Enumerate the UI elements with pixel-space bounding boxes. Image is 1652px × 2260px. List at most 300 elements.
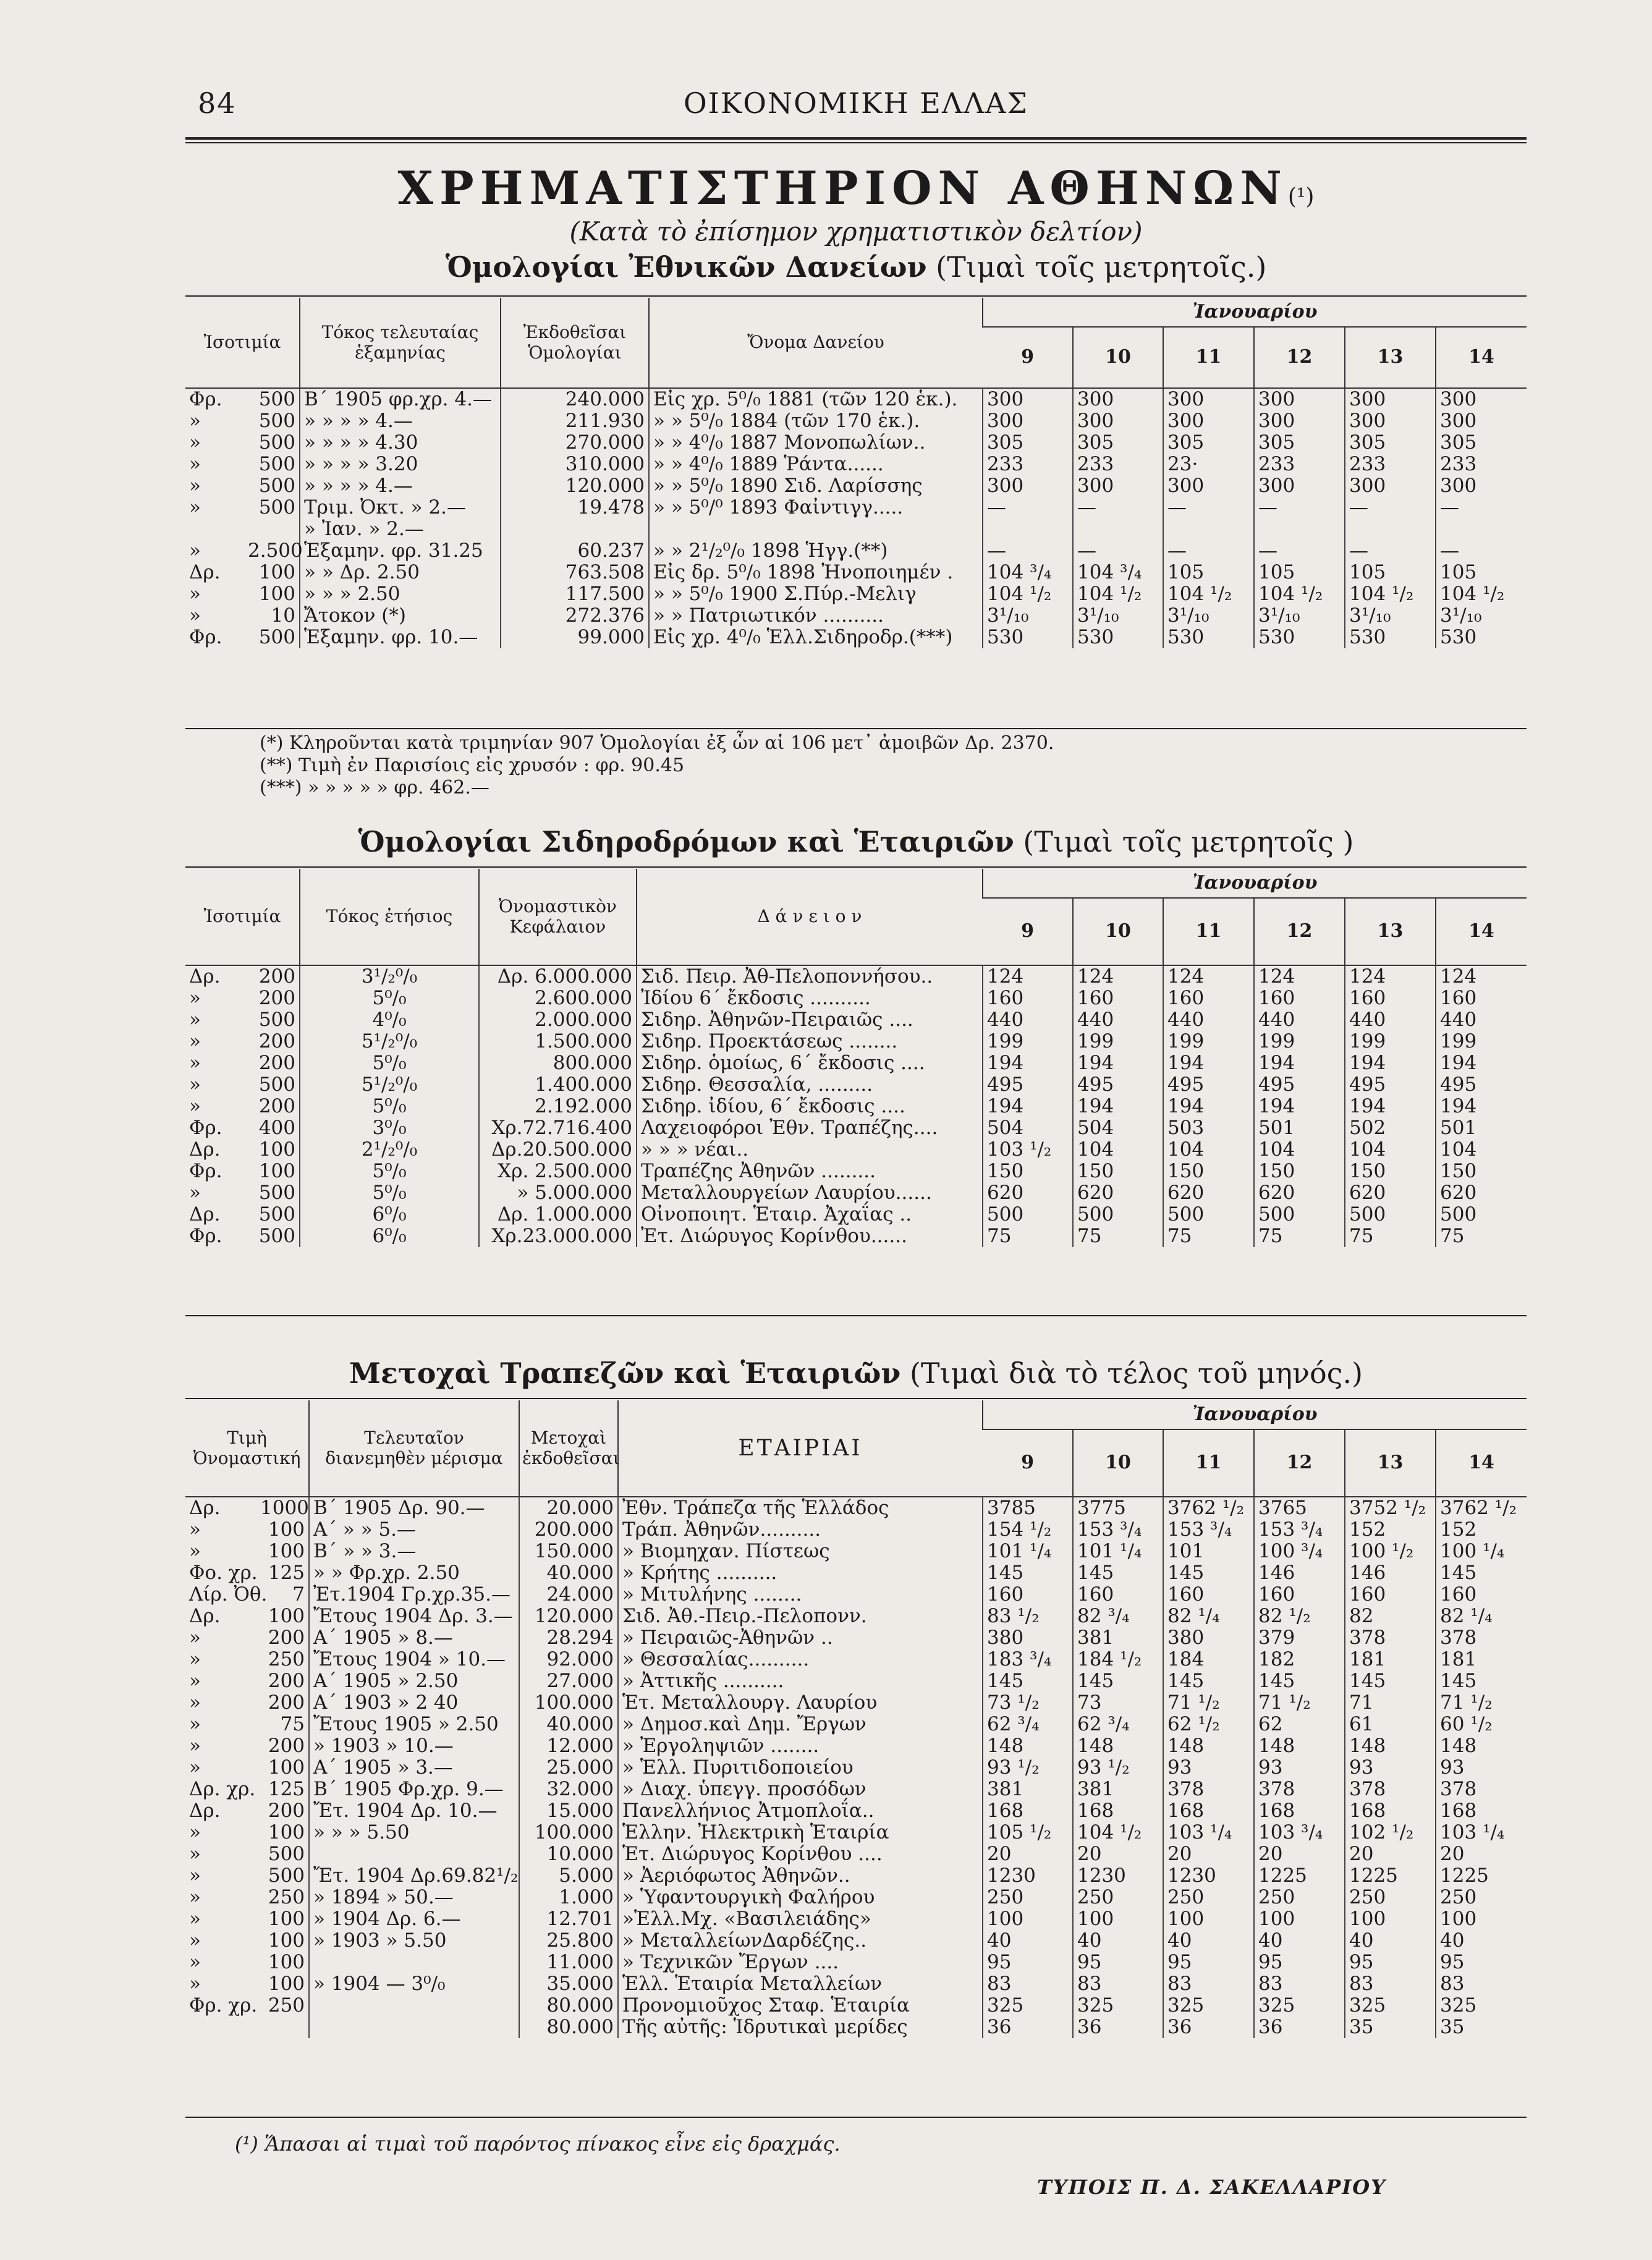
currency-cell (185, 518, 244, 540)
capital-cell: Δρ. 1.000.000 (479, 1204, 637, 1225)
price-cell: 20 (1254, 1843, 1345, 1865)
table-row (185, 1800, 1527, 1822)
price-cell (1254, 518, 1345, 540)
price-cell: 93 (1254, 1757, 1345, 1779)
interest-rate-cell: 3¹/₂⁰/₀ (300, 965, 479, 988)
issued-cell: 310.000 (501, 454, 649, 475)
par-value-cell: 500 (258, 1203, 295, 1225)
table-row (185, 1139, 1527, 1161)
price-cell: 104 ¹/₂ (1073, 583, 1163, 605)
price-cell: — (1436, 540, 1527, 562)
t2-day: 9 (1021, 920, 1034, 942)
par-value-cell: 500 (258, 431, 295, 454)
currency-cell: » (189, 583, 201, 605)
price-cell: 325 (1254, 1995, 1345, 2017)
price-cell: 530 (1073, 627, 1163, 648)
company-name-cell: Πανελλήνιος Ἀτμοπλοΐα.. (618, 1800, 983, 1822)
section2-top-rule (185, 866, 1527, 868)
table-row (185, 518, 1527, 540)
par-value-cell: 200 (258, 987, 295, 1009)
price-cell: 300 (1073, 388, 1163, 410)
price-cell: 300 (1163, 388, 1254, 410)
dividend-cell: Ἐτ.1904 Γρ.χρ.35.— (309, 1584, 519, 1606)
capital-cell: Χρ. 2.500.000 (479, 1161, 637, 1182)
currency-cell: Φο. χρ. (189, 1562, 258, 1584)
price-cell: 124 (983, 965, 1073, 988)
dividend-cell: Ἔτ. 1904 Δρ. 10.— (309, 1800, 519, 1822)
price-cell: 1230 (983, 1865, 1073, 1887)
t2-header-loan: Δ ά ν ε ι ο ν (637, 869, 983, 965)
price-cell: 148 (1254, 1735, 1345, 1757)
section2-heading-bold: Ὁμολογίαι Σιδηροδρόμων καὶ Ἑταιριῶν (358, 825, 1014, 858)
price-cell: 500 (1073, 1204, 1163, 1225)
par-value-cell: 500 (258, 1225, 295, 1247)
price-cell: 325 (1163, 1995, 1254, 2017)
price-cell: 503 (1163, 1117, 1254, 1139)
price-cell: 182 (1254, 1649, 1345, 1670)
currency-cell: » (189, 1030, 201, 1052)
price-cell: 530 (1345, 627, 1436, 648)
loan-name-cell: » » » νέαι.. (637, 1139, 983, 1161)
price-cell: 194 (1073, 1052, 1163, 1074)
price-cell: 305 (1345, 432, 1436, 454)
price-cell: 184 (1163, 1649, 1254, 1670)
loan-name-cell: Ἐτ. Διώρυγος Κορίνθου...... (637, 1225, 983, 1247)
price-cell: 183 ³/₄ (983, 1649, 1073, 1670)
currency-cell: » (189, 604, 201, 627)
currency-cell: » (189, 1052, 201, 1074)
price-cell: 150 (1073, 1161, 1163, 1182)
price-cell: 325 (1345, 1995, 1436, 2017)
par-value-cell: 100 (258, 1138, 295, 1161)
price-cell: 495 (1073, 1074, 1163, 1096)
capital-cell: 1.500.000 (479, 1031, 637, 1052)
price-cell: — (1163, 497, 1254, 518)
currency-cell: Φρ. (189, 1160, 222, 1182)
dividend-cell: Ἔτους 1905 » 2.50 (309, 1714, 519, 1735)
t1-header-month: Ἰανουαρίου (983, 298, 1527, 327)
currency-cell: » (189, 1973, 201, 1995)
company-name-cell: » Ἀεριόφωτος Ἀθηνῶν.. (618, 1865, 983, 1887)
shares-cell: 100.000 (519, 1692, 618, 1714)
shares-cell: 80.000 (519, 1995, 618, 2017)
price-cell: 500 (1254, 1204, 1345, 1225)
company-name-cell: » Θεσσαλίας.......... (618, 1649, 983, 1670)
price-cell: 3752 ¹/₂ (1345, 1497, 1436, 1519)
loan-name-cell: Εἰς χρ. 4⁰/₀ Ἑλλ.Σιδηροδρ.(***) (649, 627, 983, 648)
printer-imprint: ΤΥΠΟΙΣ Π. Δ. ΣΑΚΕΛΛΑΡΙΟΥ (1036, 2175, 1386, 2199)
price-cell: 104 ¹/₂ (1345, 583, 1436, 605)
table-row (185, 1952, 1527, 1973)
price-cell: 62 ³/₄ (1073, 1714, 1163, 1735)
price-cell: 495 (1436, 1074, 1527, 1096)
loan-name-cell: » » 5⁰/₀ 1884 (τῶν 170 ἑκ.). (649, 410, 983, 432)
company-name-cell: » Βιομηχαν. Πίστεως (618, 1541, 983, 1562)
price-cell: 160 (1073, 988, 1163, 1009)
price-cell: 233 (1254, 454, 1345, 475)
currency-cell: Φρ. (189, 1225, 222, 1247)
capital-cell: 2.000.000 (479, 1009, 637, 1031)
price-cell: 194 (1163, 1096, 1254, 1117)
company-name-cell: » Δημοσ.καὶ Δημ. Ἔργων (618, 1714, 983, 1735)
price-cell: 83 (1073, 1973, 1163, 1995)
header-rule (185, 137, 1527, 143)
price-cell: 124 (1436, 965, 1527, 988)
price-cell: 3¹/₁₀ (1436, 605, 1527, 627)
price-cell: 145 (1163, 1562, 1254, 1584)
price-cell: 504 (1073, 1117, 1163, 1139)
price-cell: 148 (1073, 1735, 1163, 1757)
par-value-cell: 1000 (260, 1497, 309, 1519)
currency-cell: » (189, 987, 201, 1009)
page-title-text: ΧΡΗΜΑΤΙΣΤΗΡΙΟΝ ΑΘΗΝΩΝ (397, 162, 1288, 215)
table-row (185, 1497, 1527, 1519)
par-value-cell: 500 (258, 626, 295, 648)
currency-cell (185, 2017, 256, 2038)
price-cell: 530 (983, 627, 1073, 648)
price-cell: 3785 (983, 1497, 1073, 1519)
company-name-cell: » Διαχ. ὑπεγγ. προσόδων (618, 1779, 983, 1800)
price-cell: 194 (983, 1052, 1073, 1074)
table-row (185, 1117, 1527, 1139)
price-cell: 148 (1163, 1735, 1254, 1757)
price-cell: 60 ¹/₂ (1436, 1714, 1527, 1735)
price-cell: 250 (1163, 1887, 1254, 1908)
price-cell (1345, 518, 1436, 540)
currency-cell: » (189, 1951, 201, 1973)
par-value-cell: 100 (268, 1605, 305, 1627)
currency-cell: » (189, 1540, 201, 1562)
table-row (185, 1541, 1527, 1562)
price-cell: 440 (1345, 1009, 1436, 1031)
note-line: (***) » » » » » φρ. 462.— (260, 777, 489, 798)
currency-cell: Δρ. (189, 1800, 221, 1822)
table-row (185, 1031, 1527, 1052)
price-cell: 3765 (1254, 1497, 1345, 1519)
dividend-cell: » 1904 Δρ. 6.— (309, 1908, 519, 1930)
par-value-cell: 500 (268, 1864, 305, 1887)
price-cell: 124 (1345, 965, 1436, 988)
price-cell: 160 (1254, 988, 1345, 1009)
currency-cell: Δρ. (189, 1605, 221, 1627)
price-cell: 3¹/₁₀ (983, 605, 1073, 627)
loan-name-cell: » » 5⁰/⁰ 1893 Φαἰντιγγ..... (649, 497, 983, 518)
interest-rate-cell: 5⁰/₀ (300, 1161, 479, 1182)
price-cell: 168 (983, 1800, 1073, 1822)
issued-cell: 99.000 (501, 627, 649, 648)
price-cell: 145 (1163, 1670, 1254, 1692)
shares-cell: 120.000 (519, 1606, 618, 1627)
price-cell: 100 (1345, 1908, 1436, 1930)
table-row (185, 1670, 1527, 1692)
price-cell: 20 (1073, 1843, 1163, 1865)
t1-header-loan: Ὄνομα Δανείου (649, 298, 983, 388)
loan-name-cell: Σιδηρ. Ἀθηνῶν-Πειραιῶς .... (637, 1009, 983, 1031)
t3-header-shares: Μετοχαὶ ἐκδοθεῖσαι (519, 1400, 618, 1497)
price-cell: 199 (983, 1031, 1073, 1052)
table-row (185, 1225, 1527, 1247)
price-cell: 145 (1345, 1670, 1436, 1692)
t1-day: 9 (1021, 346, 1034, 368)
table-row (185, 1843, 1527, 1865)
price-cell: 93 (1436, 1757, 1527, 1779)
price-cell: 62 (1254, 1714, 1345, 1735)
currency-cell: » (189, 1843, 201, 1865)
table-row (185, 1074, 1527, 1096)
price-cell: 105 (1345, 562, 1436, 583)
table-row (185, 1735, 1527, 1757)
price-cell: 95 (983, 1952, 1073, 1973)
price-cell: 181 (1436, 1649, 1527, 1670)
price-cell: 100 ¹/₂ (1345, 1541, 1436, 1562)
price-cell: 93 ¹/₂ (1073, 1757, 1163, 1779)
issued-cell: 120.000 (501, 475, 649, 497)
table-row (185, 1096, 1527, 1117)
dividend-cell: Β΄ 1905 Φρ.χρ. 9.— (309, 1779, 519, 1800)
price-cell: 124 (1163, 965, 1254, 988)
price-cell: 75 (1254, 1225, 1345, 1247)
shares-cell: 11.000 (519, 1952, 618, 1973)
price-cell: 104 ¹/₂ (1254, 583, 1345, 605)
coupon-cell: » » » 2.50 (300, 583, 501, 605)
price-cell: — (1345, 497, 1436, 518)
company-name-cell: Τράπ. Ἀθηνῶν.......... (618, 1519, 983, 1541)
coupon-cell: » » » » 4.— (300, 410, 501, 432)
par-value-cell: 100 (268, 1821, 305, 1843)
price-cell: 502 (1345, 1117, 1436, 1139)
price-cell: 104 (1254, 1139, 1345, 1161)
par-value-cell: 200 (268, 1800, 305, 1822)
par-value-cell: 500 (258, 475, 295, 497)
price-cell: 300 (1254, 475, 1345, 497)
t1-day: 14 (1436, 327, 1527, 388)
section1-heading-note: (Τιμαὶ τοῖς μετρητοῖς.) (936, 250, 1267, 284)
price-cell: 160 (1436, 1584, 1527, 1606)
price-cell: 105 (1254, 562, 1345, 583)
price-cell: 100 ¹/₄ (1436, 1541, 1527, 1562)
section2-heading (185, 825, 1527, 858)
table-row (185, 410, 1527, 432)
price-cell: 440 (1073, 1009, 1163, 1031)
price-cell: 199 (1254, 1031, 1345, 1052)
note-line: (*) Κληροῦνται κατὰ τριμηνίαν 907 Ὁμολογίαι ἐξ ὧν αἱ 106 μετ᾽ ἀμοιβῶν Δρ. 2370. (260, 732, 1054, 754)
t3-header-company: ΕΤΑΙΡΙΑΙ (618, 1400, 983, 1497)
par-value-cell: 500 (258, 410, 295, 432)
price-cell: 233 (1073, 454, 1163, 475)
price-cell: 95 (1163, 1952, 1254, 1973)
currency-cell: » (189, 453, 201, 475)
interest-rate-cell: 5⁰/₀ (300, 1052, 479, 1074)
shares-cell: 40.000 (519, 1562, 618, 1584)
coupon-cell: » » » » 4.30 (300, 432, 501, 454)
par-value-cell: 100 (268, 1973, 305, 1995)
loan-name-cell: Σιδηρ. ὁμοίως, 6΄ ἔκδοσις .... (637, 1052, 983, 1074)
capital-cell: Δρ.20.500.000 (479, 1139, 637, 1161)
shares-cell: 25.800 (519, 1930, 618, 1952)
price-cell: 101 ¹/₄ (983, 1541, 1073, 1562)
section3-heading (185, 1356, 1527, 1390)
par-value-cell: 250 (268, 1994, 305, 2017)
price-cell: 71 ¹/₂ (1254, 1692, 1345, 1714)
par-value-cell: 100 (258, 561, 295, 583)
price-cell: 500 (1163, 1204, 1254, 1225)
price-cell: 83 (1345, 1973, 1436, 1995)
shares-cell: 10.000 (519, 1843, 618, 1865)
price-cell: 305 (1163, 432, 1254, 454)
price-cell: 378 (1436, 1779, 1527, 1800)
price-cell: 40 (1345, 1930, 1436, 1952)
price-cell: 124 (1254, 965, 1345, 988)
table-row (185, 1204, 1527, 1225)
issued-cell: 117.500 (501, 583, 649, 605)
price-cell: 145 (1436, 1562, 1527, 1584)
currency-cell: Φρ. (189, 626, 222, 648)
price-cell: 148 (983, 1735, 1073, 1757)
t1-day: 12 (1254, 327, 1345, 388)
table-row (185, 1908, 1527, 1930)
price-cell: 101 ¹/₄ (1073, 1541, 1163, 1562)
price-cell: 152 (1345, 1519, 1436, 1541)
price-cell: 105 (1163, 562, 1254, 583)
table-row (185, 1779, 1527, 1800)
table-row (185, 1865, 1527, 1887)
dividend-cell: Ἔτους 1904 Δρ. 3.— (309, 1606, 519, 1627)
table-row (185, 540, 1527, 562)
currency-cell: » (189, 1627, 201, 1649)
t3-day: 11 (1163, 1429, 1254, 1497)
table-row (185, 1995, 1527, 2017)
title-note-mark: (¹) (1287, 184, 1315, 209)
t2-day: 11 (1163, 898, 1254, 965)
company-name-cell: Ἑλλην. Ἠλεκτρικὴ Ἑταιρία (618, 1822, 983, 1843)
issued-cell: 211.930 (501, 410, 649, 432)
price-cell: 199 (1073, 1031, 1163, 1052)
price-cell (1073, 518, 1163, 540)
price-cell: 145 (983, 1670, 1073, 1692)
currency-cell: » (189, 1182, 201, 1204)
price-cell: 104 (1073, 1139, 1163, 1161)
table-row (185, 454, 1527, 475)
currency-cell: Δρ. (189, 1138, 221, 1161)
section2-heading-note: (Τιμαὶ τοῖς μετρητοῖς ) (1023, 825, 1354, 858)
dividend-cell: Ἔτ. 1904 Δρ.69.82¹/₂ (309, 1865, 519, 1887)
shares-cell: 150.000 (519, 1541, 618, 1562)
price-cell: 3762 ¹/₂ (1163, 1497, 1254, 1519)
price-cell: 71 ¹/₂ (1163, 1692, 1254, 1714)
page-number: 84 (198, 87, 237, 120)
price-cell: 1225 (1254, 1865, 1345, 1887)
currency-cell: » (189, 1518, 201, 1541)
par-value-cell: 200 (268, 1735, 305, 1757)
currency-cell: » (189, 1691, 201, 1714)
price-cell: 93 (1345, 1757, 1436, 1779)
company-name-cell: Ἑλλ. Ἑταιρία Μεταλλείων (618, 1973, 983, 1995)
dividend-cell: Ἔτους 1904 » 10.— (309, 1649, 519, 1670)
capital-cell: 2.600.000 (479, 988, 637, 1009)
company-name-cell: » Ἑλλ. Πυριτιδοποιείου (618, 1757, 983, 1779)
table-row (185, 475, 1527, 497)
table-row (185, 1692, 1527, 1714)
t1-header-par: Ἰσοτιμία (203, 332, 281, 353)
par-value-cell: 100 (268, 1756, 305, 1779)
loan-name-cell: Οἰνοποιητ. Ἑταιρ. Ἀχαΐας .. (637, 1204, 983, 1225)
currency-cell: Φρ. χρ. (189, 1994, 258, 2017)
issued-cell: 60.237 (501, 540, 649, 562)
price-cell: — (1254, 497, 1345, 518)
dividend-cell (309, 1995, 519, 2017)
price-cell: 62 ¹/₂ (1163, 1714, 1254, 1735)
coupon-cell: » » » » 3.20 (300, 454, 501, 475)
company-name-cell: » ΜεταλλείωνΔαρδέζης.. (618, 1930, 983, 1952)
price-cell: 145 (983, 1562, 1073, 1584)
currency-cell: Φρ. (189, 1117, 222, 1139)
par-value-cell (244, 518, 300, 540)
t3-day: 13 (1345, 1429, 1436, 1497)
price-cell: 150 (1254, 1161, 1345, 1182)
price-cell (1436, 518, 1527, 540)
company-name-cell: » Ἐργοληψιῶν ........ (618, 1735, 983, 1757)
price-cell: — (1254, 540, 1345, 562)
company-name-cell: » Ἀττικῆς .......... (618, 1670, 983, 1692)
price-cell: 23· (1163, 454, 1254, 475)
price-cell: 530 (1436, 627, 1527, 648)
price-cell: 300 (1345, 410, 1436, 432)
price-cell: — (983, 540, 1073, 562)
price-cell: 440 (1254, 1009, 1345, 1031)
price-cell: 35 (1345, 2017, 1436, 2038)
interest-rate-cell: 5¹/₂⁰/₀ (300, 1074, 479, 1096)
shares-cell: 80.000 (519, 2017, 618, 2038)
t1-day: 13 (1345, 327, 1436, 388)
table-row (185, 1606, 1527, 1627)
price-cell: 20 (1163, 1843, 1254, 1865)
shares-cell: 92.000 (519, 1649, 618, 1670)
dividend-cell: Α΄ 1905 » 3.— (309, 1757, 519, 1779)
price-cell: 305 (1436, 432, 1527, 454)
t1-day: 11 (1163, 327, 1254, 388)
shares-cell: 15.000 (519, 1800, 618, 1822)
company-name-cell: »Ἑλλ.Μχ. «Βασιλειάδης» (618, 1908, 983, 1930)
dividend-cell: Β΄ 1905 Δρ. 90.— (309, 1497, 519, 1519)
coupon-cell: Ἑξαμην. φρ. 31.25 (300, 540, 501, 562)
price-cell: 233 (1345, 454, 1436, 475)
interest-rate-cell: 5⁰/₀ (300, 988, 479, 1009)
par-value-cell: 100 (268, 1518, 305, 1541)
coupon-cell: Ἄτοκον (*) (300, 605, 501, 627)
price-cell: 233 (983, 454, 1073, 475)
price-cell: 104 ³/₄ (1073, 562, 1163, 583)
price-cell: 150 (1163, 1161, 1254, 1182)
price-cell: 160 (983, 988, 1073, 1009)
company-name-cell: Ἑτ. Διώρυγος Κορίνθου .... (618, 1843, 983, 1865)
par-value-cell: 100 (268, 1908, 305, 1930)
dividend-cell (309, 1952, 519, 1973)
price-cell: 160 (1345, 1584, 1436, 1606)
price-cell: 20 (983, 1843, 1073, 1865)
coupon-cell: Ἑξαμην. φρ. 10.— (300, 627, 501, 648)
currency-cell: » (189, 1864, 201, 1887)
table-row (185, 1822, 1527, 1843)
table-row (185, 1649, 1527, 1670)
price-cell: 62 ³/₄ (983, 1714, 1073, 1735)
price-cell: 250 (1436, 1887, 1527, 1908)
par-value-cell: 500 (268, 1843, 305, 1865)
price-cell: 82 ¹/₂ (1254, 1606, 1345, 1627)
dividend-cell: Α΄ 1905 » 8.— (309, 1627, 519, 1649)
coupon-cell: » » Δρ. 2.50 (300, 562, 501, 583)
t2-day: 10 (1073, 898, 1163, 965)
t3-day: 9 (1021, 1452, 1034, 1474)
